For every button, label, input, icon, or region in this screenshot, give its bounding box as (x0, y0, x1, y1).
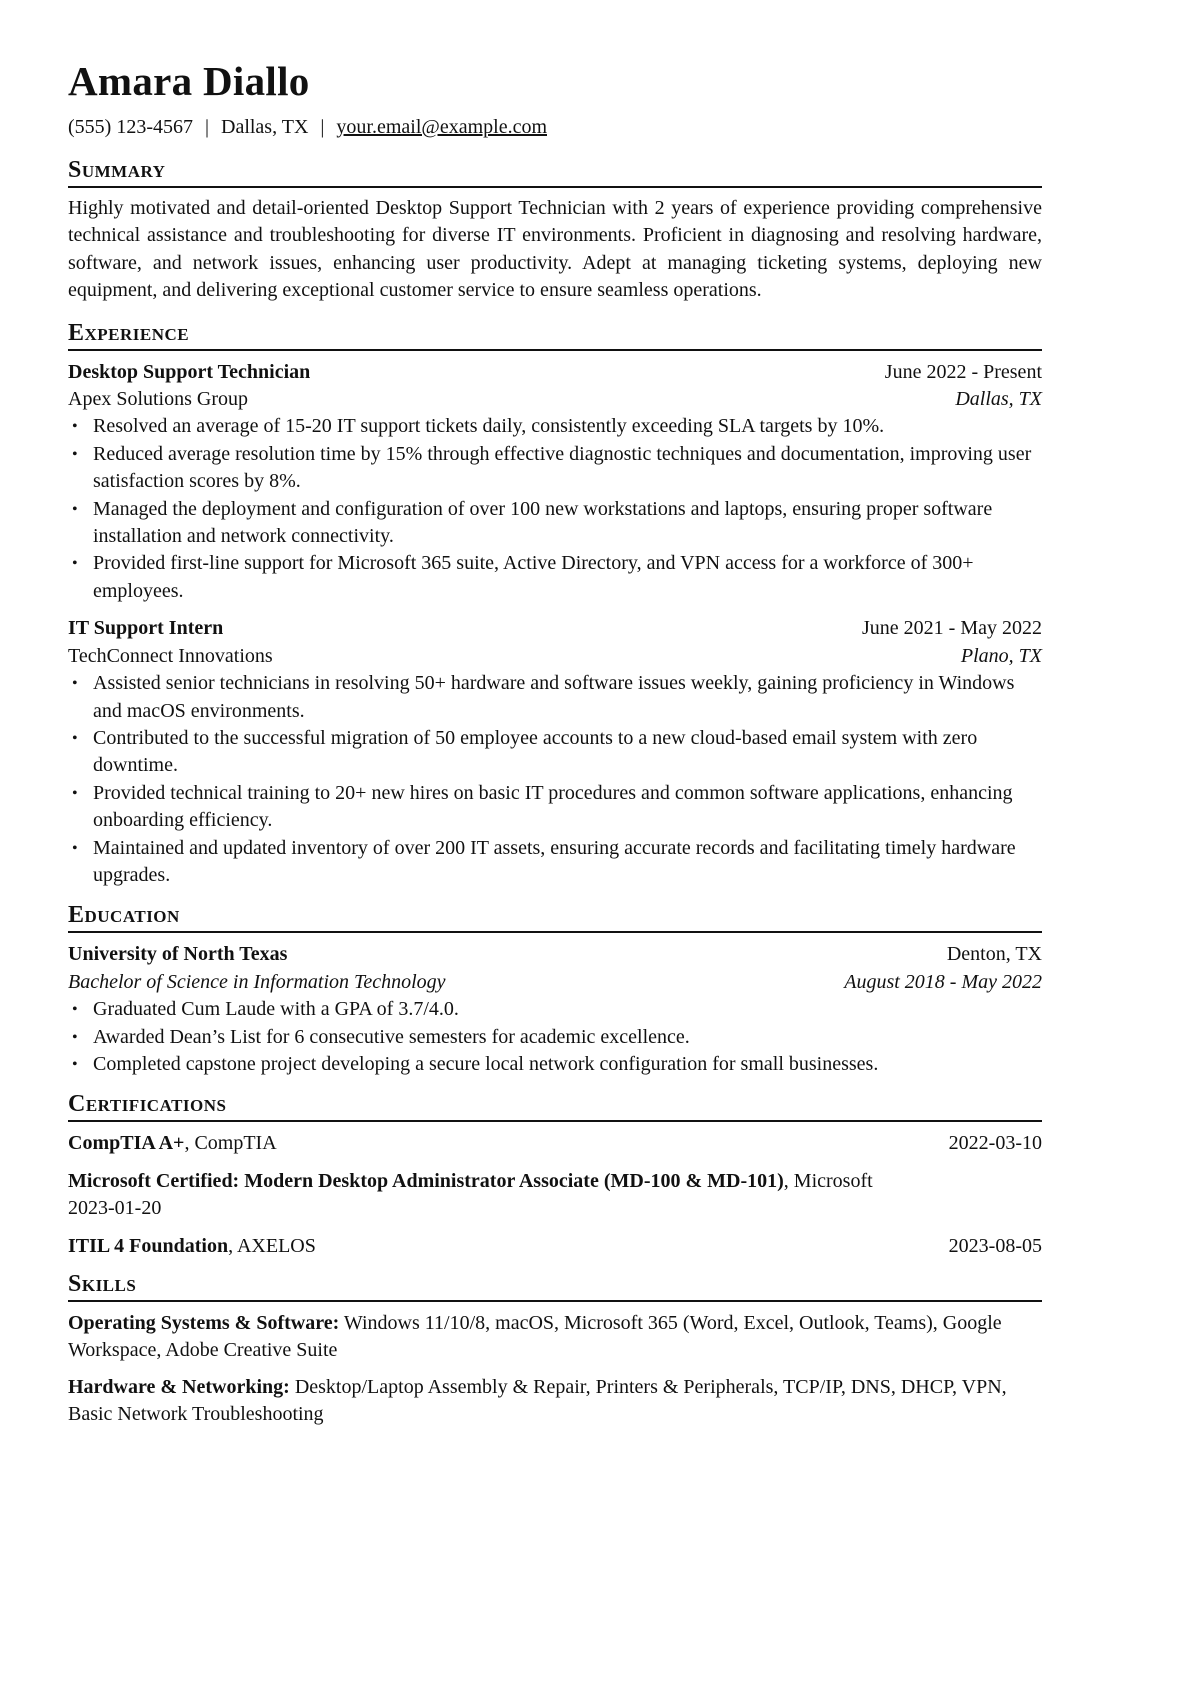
cert-name: CompTIA A+ (68, 1132, 185, 1155)
degree: Bachelor of Science in Information Technology (68, 970, 446, 993)
bullet-item: • Assisted senior technicians in resolving 50+ hardware and software issues weekly, gaining proficiency in Windows and macOS environments. (68, 670, 1042, 725)
cert-issuer: , CompTIA (184, 1132, 277, 1155)
candidate-name: Amara Diallo (68, 58, 310, 104)
job-bullets (68, 670, 1042, 889)
skill-label: Hardware & Networking: (68, 1375, 290, 1398)
skill-value: Desktop/Laptop Assembly & Repair, Printers & Peripherals, TCP/IP, DNS, DHCP, VPN, Basic Network Troubleshooting (68, 1375, 1007, 1426)
job-dates: June 2022 - Present (884, 360, 1042, 383)
job-entry (68, 359, 1042, 606)
cert-issuer: , AXELOS (228, 1234, 316, 1257)
bullet-item: • Awarded Dean’s List for 6 consecutive semesters for academic excellence. (68, 1024, 1042, 1051)
education-dates: August 2018 - May 2022 (844, 970, 1042, 993)
company-name: Apex Solutions Group (68, 388, 248, 411)
section-title-certifications: Certifications (68, 1090, 1042, 1122)
resume-page (68, 58, 1042, 1429)
contact-line (68, 114, 1042, 140)
location: Dallas, TX (221, 116, 309, 138)
skill-label: Operating Systems & Software: (68, 1312, 340, 1334)
bullet-item: • Maintained and updated inventory of over 200 IT assets, ensuring accurate records and facilitating timely hardware upgrades. (68, 835, 1042, 890)
cert-issuer: , Microsoft (783, 1169, 873, 1192)
cert-date: 2023-08-05 (948, 1234, 1042, 1257)
cert-name: ITIL 4 Foundation (68, 1234, 229, 1257)
email-link[interactable]: your.email@example.com (336, 116, 547, 138)
cert-name: Microsoft Certified: Modern Desktop Administrator Associate (MD-100 & MD-101) (68, 1169, 784, 1192)
summary-text: Highly motivated and detail-oriented Desktop Support Technician with 2 years of experience providing comprehensive technical assistance and troubleshooting for diverse IT environments. Proficient in diagnosing and resolving hardware, software, and network issues, enhancing user productivity. Adept at managing ticketing systems, deploying new equipment, and delivering exceptional customer service to ensure seamless operations. (68, 197, 1042, 302)
job-location: Dallas, TX (955, 388, 1042, 411)
education-bullets (68, 996, 1042, 1078)
school-name: University of North Texas (68, 943, 288, 966)
bullet-item: • Graduated Cum Laude with a GPA of 3.7/4.0. (68, 996, 1042, 1023)
job-title: Desktop Support Technician (68, 360, 311, 383)
job-location: Plano, TX (960, 644, 1042, 667)
job-dates: June 2021 - May 2022 (862, 617, 1042, 640)
separator: | (320, 116, 325, 138)
skill-value: Windows 11/10/8, macOS, Microsoft 365 (Word, Excel, Outlook, Teams), Google Workspace, Adobe Creative Suite (68, 1312, 1002, 1362)
bullet-item: • Resolved an average of 15-20 IT support tickets daily, consistently exceeding SLA targets by 10%. (68, 413, 1042, 440)
skill-entry (68, 1310, 1042, 1365)
job-title: IT Support Intern (68, 617, 224, 640)
section-title-experience: Experience (68, 319, 1042, 351)
bullet-item: • Provided technical training to 20+ new hires on basic IT procedures and common software applications, enhancing onboarding efficiency. (68, 780, 1042, 835)
company-name: TechConnect Innovations (68, 644, 273, 667)
section-title-skills: Skills (68, 1270, 1042, 1302)
skill-entry (68, 1374, 1042, 1429)
section-title-education: Education (68, 901, 1042, 933)
separator: | (204, 116, 209, 138)
bullet-item: • Completed capstone project developing a secure local network configuration for small businesses. (68, 1051, 1042, 1078)
job-bullets (68, 413, 1042, 605)
certification-entry (68, 1130, 1042, 1157)
cert-date: 2023-01-20 (68, 1197, 162, 1220)
section-title-summary: Summary (68, 156, 1042, 188)
bullet-item: • Managed the deployment and configuration of over 100 new workstations and laptops, ensuring proper software installation and network connectivity. (68, 496, 1042, 551)
bullet-item: • Reduced average resolution time by 15% through effective diagnostic techniques and documentation, improving user satisfaction scores by 8%. (68, 441, 1042, 496)
job-entry (68, 615, 1042, 889)
education-entry (68, 941, 1042, 1078)
certification-entry (68, 1233, 1042, 1260)
cert-date: 2022-03-10 (948, 1132, 1042, 1155)
bullet-item: • Contributed to the successful migration of 50 employee accounts to a new cloud-based email system with zero downtime. (68, 725, 1042, 780)
certification-entry (68, 1168, 1042, 1223)
bullet-item: • Provided first-line support for Microsoft 365 suite, Active Directory, and VPN access for a workforce of 300+ employees. (68, 550, 1042, 605)
school-location: Denton, TX (946, 943, 1042, 966)
phone: (555) 123-4567 (68, 116, 193, 138)
